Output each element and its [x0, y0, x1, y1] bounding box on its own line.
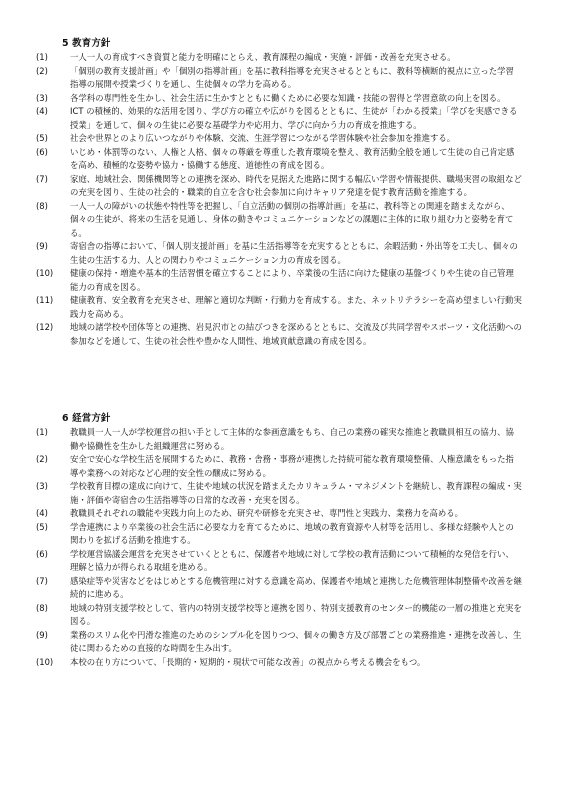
item-text: 学校運営協議会運営を充実させていくとともに、保護者や地域に対して学校の教育活動について積極的な発信を行い、理解と協力が得られる取組を進める。 — [70, 548, 514, 572]
item-number: (5) — [36, 521, 48, 532]
item-number: (8) — [36, 200, 48, 211]
item-text: 学舎連携により卒業後の社会生活に必要な力を育てるために、地域の教育資源や人材等を活用し、多様な経験や人との関わりを拡げる活動を推進する。 — [70, 521, 514, 545]
item-number: (2) — [36, 454, 48, 464]
list-item — [36, 507, 522, 521]
item-text: 業務のスリム化や円滑な推進のためのシンプル化を図りつつ、個々の働き方及び部署ごとの業務推進・連携を改善し、生徒に関わるための直接的な時間を生み出す。 — [70, 629, 522, 653]
list-item — [36, 65, 522, 92]
section-heading: 6 経営方針 — [62, 413, 111, 424]
item-text: 地域の諸学校や団体等との連携、岩見沢市との結びつきを深めるとともに、交流及び共同学習やスポーツ・文化活動への参加などを通して、生徒の社会性や豊かな人間性、地域貢献意識の育成を図る。 — [70, 322, 522, 346]
item-text: 地域の特別支援学校として、管内の特別支援学校等と連携を図り、特別支援教育のセンター的機能の一層の推進と充実を図る。 — [70, 602, 522, 626]
item-text: ICT の積極的、効果的な活用を図り、学び方の確立や広がりを図るとともに、生徒が「わかる授業」「学びを実感できる授業」を通して、個々の生徒に必要な基礎学力や応用力、学びに向かう力の育成を推進する。 — [70, 106, 518, 130]
item-number: (3) — [36, 92, 48, 103]
list-item — [36, 480, 522, 507]
item-number: (7) — [36, 173, 48, 184]
list-item — [36, 240, 522, 267]
item-text: 一人一人の障がいの状態や特性等を把握し、「自立活動の個別の指導計画」を基に、教科等との関連を踏まえながら、個々の生徒が、将来の生活を見通し、身体の動きやコミュニケーションなどの課題に主体的に取り組む力と姿勢を育てる。 — [70, 200, 514, 238]
item-number: (6) — [36, 548, 48, 559]
item-text: 本校の在り方について、「長期的・短期的・現状で可能な改善」の視点から考える機会をもつ。 — [70, 656, 426, 667]
item-text: 社会や世界とのより広いつながりや体験、交流、生涯学習につながる学習体験や社会参加を推進する。 — [70, 133, 456, 143]
item-text: 「個別の教育支援計画」や「個別の指導計画」を基に教科指導を充実させるとともに、教科等横断的視点に立った学習指導の展開や授業づくりを通し、生徒個々の学力を高める。 — [70, 65, 514, 89]
list-item — [36, 575, 522, 602]
list-item — [36, 294, 522, 321]
list-item — [36, 521, 522, 548]
list-item — [36, 132, 522, 146]
list-item — [36, 105, 522, 132]
list-item — [36, 321, 522, 348]
item-number: (4) — [36, 508, 48, 518]
item-number: (2) — [36, 65, 48, 76]
item-number: (1) — [36, 52, 48, 62]
item-number: (9) — [36, 629, 48, 640]
item-number: (6) — [36, 146, 48, 157]
item-text: 感染症等や災害などをはじめとする危機管理に対する意識を高め、保護者や地域と連携した危機管理体制整備や改善を継続的に進める。 — [70, 575, 522, 599]
list-item — [36, 51, 522, 65]
management-policy-section — [36, 412, 522, 669]
list-item — [36, 200, 522, 241]
item-text: 学校教育目標の達成に向けて、生徒や地域の状況を踏まえたカリキュラム・マネジメントを継続し、教育課程の編成・実施・評価や寄宿舎の生活指導等の日常的な改善・充実を図る。 — [70, 481, 522, 505]
section-heading: 5 教育方針 — [62, 38, 111, 49]
item-number: (4) — [36, 106, 48, 116]
list-item — [36, 602, 522, 629]
item-text: 教職員それぞれの職能や実践力向上のため、研究や研修を充実させ、専門性と実践力、業務力を高める。 — [70, 508, 464, 518]
item-text: いじめ・体罰等のない、人権と人格、個々の尊厳を尊重した教育環境を整え、教育活動全般を通して生徒の自己肯定感を高め、積極的な姿勢や協力・協働する態度、道徳性の育成を図る。 — [70, 146, 515, 170]
item-number: (10) — [36, 268, 54, 278]
education-policy-section — [36, 37, 522, 348]
item-number: (10) — [36, 656, 54, 667]
list-item — [36, 453, 522, 480]
item-number: (12) — [36, 322, 54, 332]
item-number: (8) — [36, 602, 48, 613]
list-item — [36, 267, 522, 294]
list-item — [36, 548, 522, 575]
list-item — [36, 656, 522, 670]
item-text: 安全で安心な学校生活を展開するために、教務・舎務・事務が連携した持続可能な教育環境整備、人権意識をもった指導や業務への対応など心理的安全性の醸成に努める。 — [70, 454, 514, 478]
list-item — [36, 629, 522, 656]
item-number: (1) — [36, 427, 48, 437]
item-text: 健康の保持・増進や基本的生活習慣を確立することにより、卒業後の生活に向けた健康の基盤づくりや生徒の自己管理能力の育成を図る。 — [70, 268, 514, 292]
item-text: 家庭、地域社会、関係機関等との連携を深め、時代を見据えた進路に関する幅広い学習や情報提供、職場実習の取組などの充実を図り、生徒の社会的・職業的自立を含む社会参加に向けキャリア発達を促す教育活動を推進する。 — [70, 173, 522, 197]
item-number: (11) — [36, 295, 54, 305]
item-number: (7) — [36, 575, 48, 586]
item-number: (9) — [36, 241, 48, 251]
list-item — [36, 173, 522, 200]
list-item — [36, 92, 522, 106]
item-number: (3) — [36, 481, 48, 491]
item-text: 教職員一人一人が学校運営の担い手として主体的な参画意識をもち、自己の業務の確実な推進と教職員相互の協力、協働や協働性を生かした組織運営に努める。 — [70, 427, 514, 451]
item-text: 健康教育、安全教育を充実させ、理解と適切な判断・行動力を育成する。また、ネットリテラシーを高め望ましい行動実践力を高める。 — [70, 295, 522, 319]
item-text: 寄宿舎の指導において、「個人別支援計画」を基に生活指導等を充実するとともに、余暇活動・外出等を工夫し、個々の生徒の生活する力、人との関わりやコミュニケーション力の育成を図る。 — [70, 241, 518, 265]
list-item — [36, 426, 522, 453]
item-text: 一人一人の育成すべき資質と能力を明確にとらえ、教育課程の編成・実施・評価・改善を充実させる。 — [70, 52, 456, 62]
item-text: 各学科の専門性を生かし、社会生活に生かすとともに働くために必要な知識・技能の習得と学習意欲の向上を図る。 — [70, 92, 506, 103]
item-number: (5) — [36, 133, 48, 143]
list-item — [36, 146, 522, 173]
